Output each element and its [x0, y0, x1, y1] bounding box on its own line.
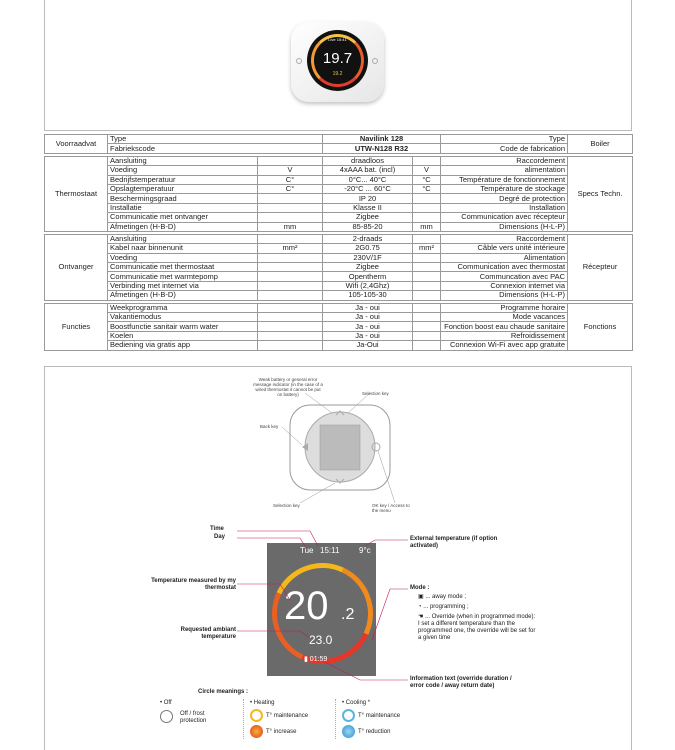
screen-day: Tue	[300, 546, 314, 555]
group-label-right: Specs Techn.	[568, 156, 633, 231]
cell-nl: Bedrijfstemperatuur	[108, 175, 258, 184]
cell-fr: Câble vers unité intérieure	[441, 244, 568, 253]
cell-nl: Communicatie met ontvanger	[108, 213, 258, 222]
cell-value: Ja - oui	[323, 322, 413, 331]
cell-nl: Kabel naar binnenunit	[108, 244, 258, 253]
cell-nl: Afmetingen (H-B-D)	[108, 291, 258, 300]
group-label-right: Boiler	[568, 135, 633, 154]
selection-key-bottom-label: Selection key	[273, 503, 300, 508]
screen-external-temp: 9°c	[359, 546, 371, 555]
legend-divider	[243, 699, 244, 739]
cell-unit-fr: °C	[413, 184, 441, 193]
cell-nl: Fabriekscode	[108, 144, 323, 153]
cell-fr: Communcation avec PAC	[441, 272, 568, 281]
cell-unit-fr: V	[413, 166, 441, 175]
cell-nl: Installatie	[108, 203, 258, 212]
programming-row	[418, 604, 469, 611]
cell-fr: Communication avec récepteur	[441, 213, 568, 222]
cell-value: Ja - oui	[323, 313, 413, 322]
off-circle-icon	[160, 710, 173, 723]
cell-fr: Raccordement	[441, 156, 568, 165]
cell-nl: Beschermingsgraad	[108, 194, 258, 203]
legend-cool-maint: T° maintenance	[358, 713, 401, 719]
screen-info-text: 01:59	[309, 656, 328, 663]
screen-temp-dec: .2	[341, 606, 355, 623]
cell-fr: alimentation	[441, 166, 568, 175]
cell-value: -20°C ... 60°C	[323, 184, 413, 193]
cooling-maintenance-circle-icon	[342, 709, 355, 722]
cell-fr: Température de stockage	[441, 184, 568, 193]
cell-value: Opentherm	[323, 272, 413, 281]
override-hand-icon: ☚	[418, 614, 424, 620]
override-row	[418, 614, 538, 642]
annotation-mode: Mode :	[410, 585, 430, 591]
cell-nl: Voeding	[108, 253, 258, 262]
legend-heat-inc: T° increase	[266, 729, 297, 735]
cell-fr: Type	[441, 135, 568, 144]
group-label-left: Functies	[45, 303, 108, 350]
cell-fr: Mode vacances	[441, 313, 568, 322]
cell-unit-nl: C°	[258, 184, 323, 193]
legend-title: Circle meanings :	[198, 689, 249, 695]
group-label-left: Ontvanger	[45, 234, 108, 300]
cell-value: Navilink 128	[323, 135, 441, 144]
cell-fr: Connexion internet via	[441, 281, 568, 290]
cell-nl: Koelen	[108, 331, 258, 340]
cell-nl: Weekprogramma	[108, 303, 258, 312]
cell-nl: Aansluiting	[108, 156, 258, 165]
cell-nl: Opslagtemperatuur	[108, 184, 258, 193]
cell-nl: Type	[108, 135, 323, 144]
cell-value: 85-85-20	[323, 222, 413, 231]
selection-key-label: Selection key	[362, 391, 389, 396]
cell-fr: Refroidissement	[441, 331, 568, 340]
cell-value: 2G0.75	[323, 244, 413, 253]
ok-key-label: OK key / Access to the menu	[372, 503, 410, 513]
programming-clock-icon: ◔	[418, 604, 422, 610]
cell-value: Ja - oui	[323, 331, 413, 340]
group-label-right: Fonctions	[568, 303, 633, 350]
away-mode-icon: ▣	[418, 594, 424, 600]
screen-info: ▮ 01:59	[304, 656, 328, 663]
cell-fr: Connexion Wi-Fi avec app gratuite	[441, 341, 568, 350]
cell-value: Wifi (2,4Ghz)	[323, 281, 413, 290]
annotation-override: ... Override (when in programmed mode): I set a different temperature than the programmed one, the override will be set for a given time	[418, 614, 536, 641]
cell-nl: Aansluiting	[108, 234, 258, 243]
cell-unit-nl: mm²	[258, 244, 323, 253]
cell-unit-nl: C°	[258, 175, 323, 184]
group-label-left: Voorraadvat	[45, 135, 108, 154]
cell-fr: Installation	[441, 203, 568, 212]
cell-fr: Dimensions (H-L-P)	[441, 291, 568, 300]
cell-fr: Alimentation	[441, 253, 568, 262]
annotation-away: ... away mode ;	[425, 594, 467, 600]
cell-value: 0°C... 40°C	[323, 175, 413, 184]
cell-nl: Bediening via gratis app	[108, 341, 258, 350]
screen-time: 15:11	[320, 546, 340, 555]
annotation-day: Day	[214, 534, 226, 540]
group-label-right: Récepteur	[568, 234, 633, 300]
cell-nl: Communicatie met warmtepomp	[108, 272, 258, 281]
legend-heat-maint: T° maintenance	[266, 713, 309, 719]
cell-fr: Programme horaire	[441, 303, 568, 312]
cooling-reduction-circle-icon	[342, 725, 355, 738]
legend-off-title: • Off	[160, 700, 172, 706]
cell-fr: Communication avec thermostat	[441, 263, 568, 272]
legend-divider-2	[335, 699, 336, 739]
back-key-label: Back key	[260, 424, 279, 429]
legend-off-desc: Off / frost protection	[180, 711, 207, 724]
cell-value: 4xAAA bat. (incl)	[323, 166, 413, 175]
cell-value: Ja - oui	[323, 303, 413, 312]
cell-unit-nl: mm	[258, 222, 323, 231]
device-top-text: Live 15:41	[328, 37, 347, 42]
cell-nl: Vakantiemodus	[108, 313, 258, 322]
cell-value: Zigbee	[323, 213, 413, 222]
cell-value: 230V/1F	[323, 253, 413, 262]
device-set: 19.2	[332, 71, 343, 77]
cell-unit-fr: °C	[413, 175, 441, 184]
cell-nl: Verbinding met internet via	[108, 281, 258, 290]
cell-nl: Communicatie met thermostaat	[108, 263, 258, 272]
cell-fr: Code de fabrication	[441, 144, 568, 153]
annotation-measured: Temperature measured by my thermostat	[151, 578, 236, 591]
annotation-external: External temperature (if option activated)	[410, 536, 498, 549]
cell-value: 2-draads	[323, 234, 413, 243]
cell-unit-fr: mm²	[413, 244, 441, 253]
cell-value: IP 20	[323, 194, 413, 203]
cell-nl: Voeding	[108, 166, 258, 175]
cell-nl: Afmetingen (H-B-D)	[108, 222, 258, 231]
annotation-programming: ... programming ;	[423, 604, 469, 610]
group-label-left: Thermostaat	[45, 156, 108, 231]
cell-fr: Dimensions (H-L-P)	[441, 222, 568, 231]
cell-value: Klasse II	[323, 203, 413, 212]
cell-value: 105-105-30	[323, 291, 413, 300]
cell-value: Zigbee	[323, 263, 413, 272]
cell-fr: Fonction boost eau chaude sanitaire	[441, 322, 568, 331]
cell-fr: Température de fonctionnement	[441, 175, 568, 184]
screen-temp-int: 20	[284, 584, 329, 628]
cell-unit-nl: V	[258, 166, 323, 175]
screen-set-temp: 23.0	[309, 633, 333, 647]
cell-value: draadloos	[323, 156, 413, 165]
device-temp: 19.7	[322, 50, 353, 67]
battery-label: Weak battery or general error message indicator (in the case of a wired thermostat it cannot be put on battery)	[253, 377, 323, 397]
heating-increase-circle-icon	[250, 725, 263, 738]
heating-maintenance-circle-icon	[250, 709, 263, 722]
away-mode-row	[418, 594, 466, 601]
cell-unit-fr: mm	[413, 222, 441, 231]
cell-fr: Raccordement	[441, 234, 568, 243]
annotation-requested: Requested ambiant temperature	[180, 627, 236, 640]
cell-fr: Degré de protection	[441, 194, 568, 203]
annotation-time: Time	[210, 526, 224, 532]
annotation-info: Information text (override duration / error code / away return date)	[410, 676, 512, 689]
cell-value: Ja-Oui	[323, 341, 413, 350]
legend-cooling-title: • Cooling *	[342, 700, 371, 706]
legend-heating-title: • Heating	[250, 700, 275, 706]
cell-value: UTW-N128 R32	[323, 144, 441, 153]
cell-nl: Boostfunctie sanitair warm water	[108, 322, 258, 331]
legend-cool-red: T° reduction	[358, 729, 391, 735]
